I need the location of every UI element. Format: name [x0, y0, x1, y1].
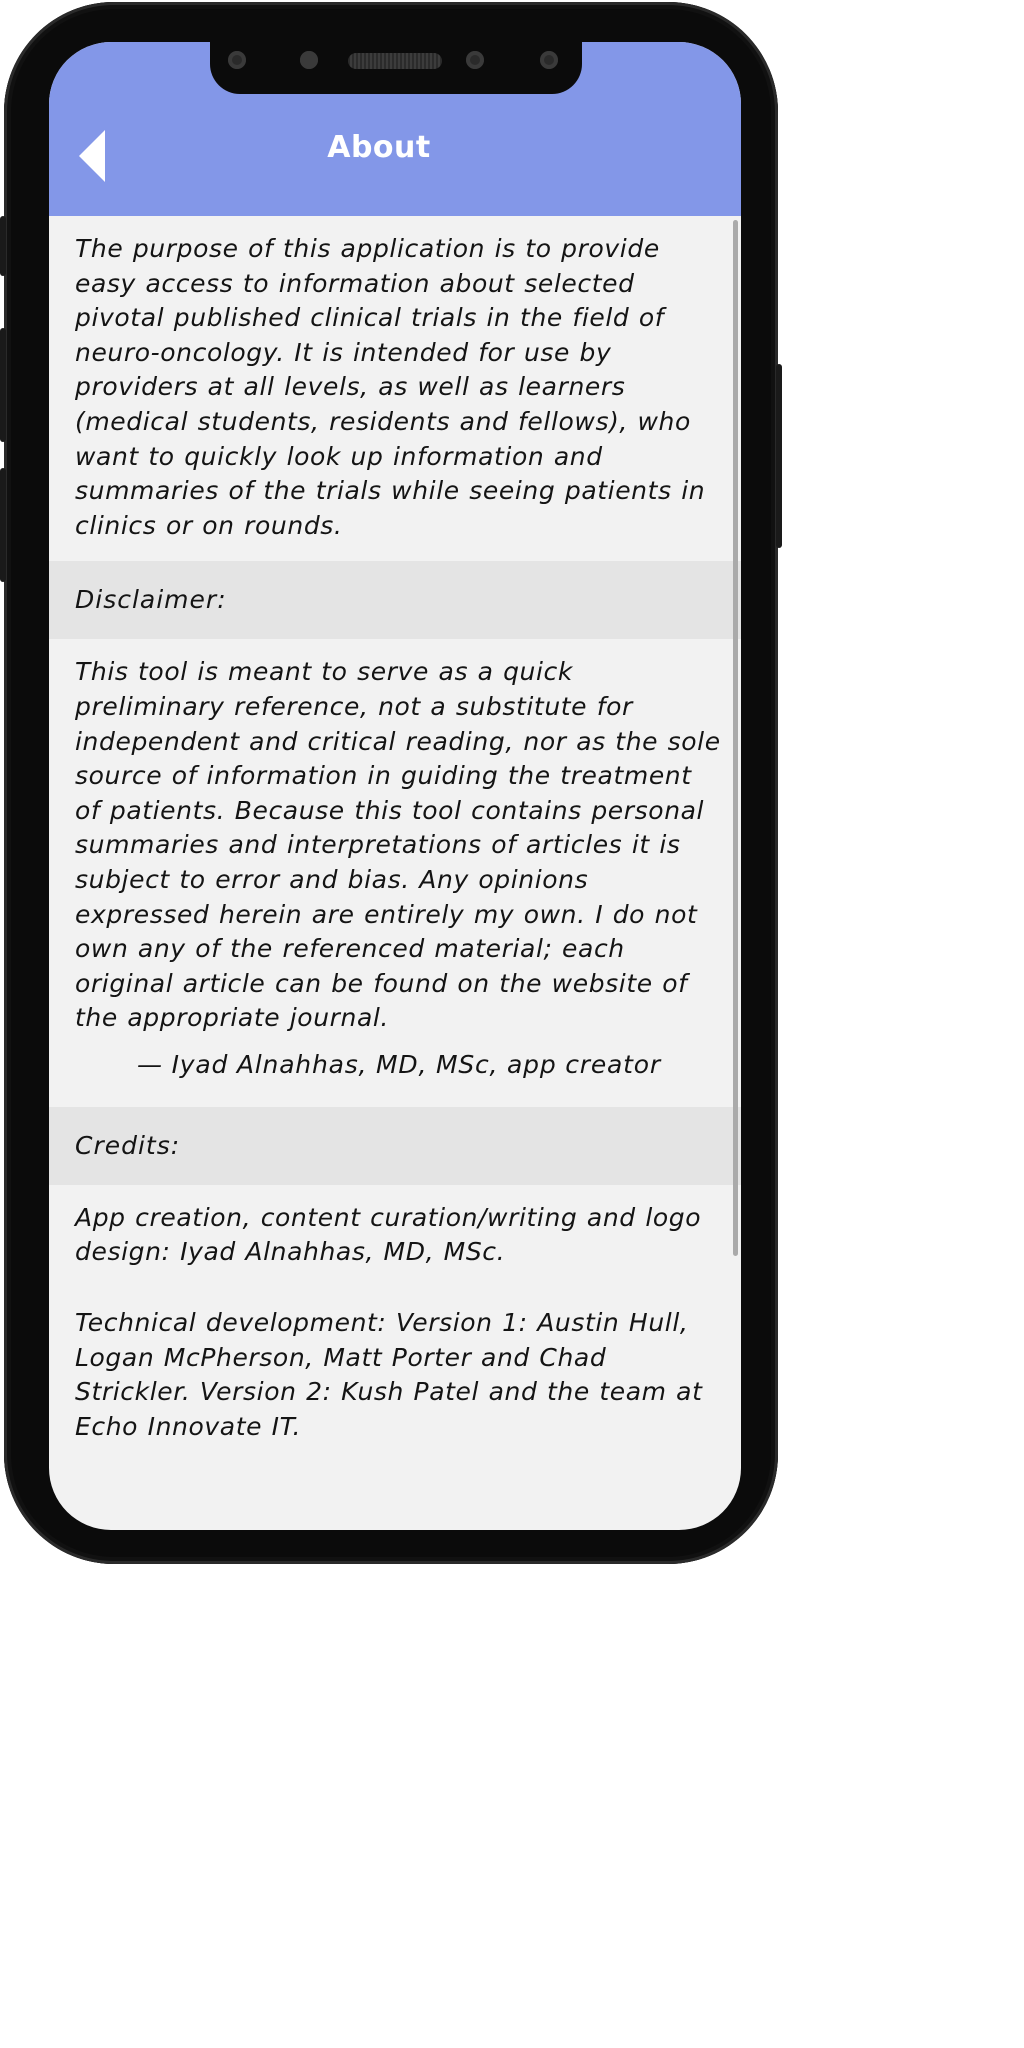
side-button-volume-up — [0, 328, 6, 442]
disclaimer-paragraph: This tool is meant to serve as a quick preliminary reference, not a substitute for independent and critical reading, nor as the sole source of information in guiding the treatment of patients. Because this tool contains personal summaries and interpretations of articles it is subject to error and bias. Any opinions expressed herein are entirely my own. I do not own any of the referenced material; each original article can be found on the website of the appropriate journal. — [75, 657, 721, 1033]
about-content — [49, 216, 741, 1462]
proximity-sensor-icon — [540, 51, 558, 69]
phone-frame — [4, 2, 778, 1564]
side-button-power — [776, 364, 782, 548]
disclaimer-heading: Disclaimer: — [49, 561, 741, 639]
page-title: About — [327, 130, 431, 165]
earpiece-speaker-icon — [348, 53, 442, 69]
credits-creation-paragraph: App creation, content curation/writing and logo design: Iyad Alnahhas, MD, MSc. — [75, 1202, 702, 1267]
front-camera-icon — [300, 51, 318, 69]
scrollbar[interactable] — [733, 220, 738, 1256]
credits-technical-paragraph: Technical development: Version 1: Austin Hull, Logan McPherson, Matt Porter and Chad Strickler. Version 2: Kush Patel and the team at Echo Innovate IT. — [75, 1308, 703, 1441]
credits-heading: Credits: — [49, 1107, 741, 1185]
disclaimer-signature: — Iyad Alnahhas, MD, MSc, app creator — [137, 1049, 661, 1079]
side-button-silent — [0, 216, 6, 276]
side-button-volume-down — [0, 468, 6, 582]
sensor-left-icon — [228, 51, 246, 69]
app-screen — [49, 42, 741, 1530]
intro-paragraph: The purpose of this application is to provide easy access to information about selected pivotal published clinical trials in the field of neuro-oncology. It is intended for use by providers at all levels, as well as learners (medical students, residents and fellows), who want to quickly look up information and summaries of the trials while seeing patients in clinics or on rounds. — [75, 234, 706, 540]
sensor-right-icon — [466, 51, 484, 69]
